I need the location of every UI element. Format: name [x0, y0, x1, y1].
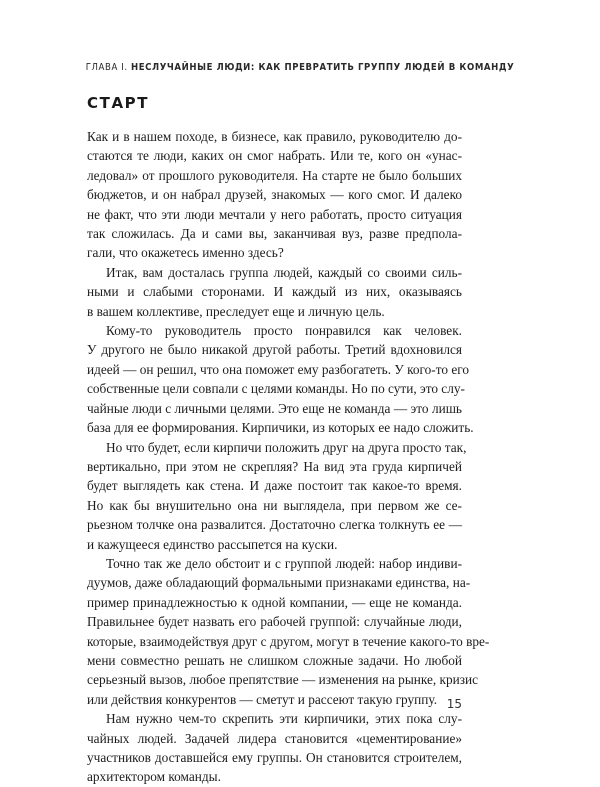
text-line: база для ее формирования. Кирпичики, из которых ее надо сложить.: [87, 420, 474, 436]
text-line: Точно так же дело обстоит и с группой людей: набор индиви-: [106, 555, 462, 571]
body-text: [87, 127, 490, 787]
text-line: вертикально, при этом не скрепляя? На вид эта груда кирпичей: [87, 458, 462, 474]
text-line: чайных людей. Задачей лидера становится «цементирование»: [87, 730, 462, 746]
running-head-title: НЕСЛУЧАЙНЫЕ ЛЮДИ: КАК ПРЕВРАТИТЬ ГРУППУ ЛЮДЕЙ В КОМАНДУ: [130, 62, 515, 73]
text-line: рьезном толчке она развалится. Достаточно слегка толкнуть ее —: [87, 517, 462, 533]
text-line: чайные люди с личными целями. Это еще не команда — это лишь: [87, 400, 462, 416]
paragraph: [87, 709, 462, 787]
paragraph: [87, 438, 467, 554]
running-head: [0, 62, 600, 73]
text-line: У другого не было никакой другой работы. Третий вдохновился: [87, 342, 462, 358]
text-line: гали, что окажетесь именно здесь?: [87, 245, 284, 261]
text-line: серьезный вызов, любое препятствие — изменения на рынке, кризис: [87, 672, 479, 688]
text-line: Кому-то руководитель просто понравился как человек.: [106, 323, 462, 339]
text-line: ледовал» от прошлого руководителя. На старте не было больших: [87, 167, 462, 183]
text-line: идеей — он решил, что она поможет ему разбогатеть. У кого-то его: [87, 361, 470, 377]
text-line: пример принадлежностью к одной компании, — еще не команда.: [87, 594, 462, 610]
text-line: ными и слабыми сторонами. И каждый из них, оказываясь: [87, 284, 462, 300]
text-line: дуумов, даже обладающий формальными признаками единства, на-: [87, 575, 471, 591]
text-line: стаются те люди, каких он смог набрать. Или те, кого он «унас-: [87, 148, 462, 164]
paragraph: [87, 321, 474, 437]
text-line: архитектором команды.: [87, 769, 221, 785]
text-line: участников доставшейся ему группы. Он становится строителем,: [87, 750, 462, 765]
running-head-chapter: ГЛАВА I.: [85, 62, 128, 73]
text-line: так сложилась. Да и сами вы, заканчивая вуз, разве предпола-: [87, 226, 462, 242]
text-line: Итак, вам досталась группа людей, каждый со своими силь-: [106, 264, 462, 280]
text-line: мени совместно решать не слишком сложные задачи. Но любой: [87, 652, 462, 668]
text-line: Правильнее будет назвать его рабочей группой: случайные люди,: [87, 614, 462, 630]
text-line: или действия конкурентов — сметут и рассеют такую группу.: [87, 691, 438, 707]
paragraph: [87, 263, 462, 321]
text-line: Но как бы внушительно она ни выглядела, при первом же се-: [87, 497, 462, 513]
paragraph: [87, 554, 490, 709]
paragraph: [87, 127, 462, 263]
text-line: и кажущееся единство рассыпется на куски.: [87, 536, 338, 552]
text-line: не факт, что эти люди мечтали у него работать, просто ситуация: [87, 206, 462, 222]
page-number: 15: [446, 697, 462, 711]
text-line: бюджетов, и он набрал друзей, знакомых — кого смог. И далеко: [87, 187, 462, 203]
text-line: Как и в нашем походе, в бизнесе, как правило, руководителю до-: [87, 129, 462, 144]
text-line: которые, взаимодействуя друг с другом, могут в течение какого-то вре-: [87, 633, 490, 649]
section-title: СТАРТ: [87, 94, 150, 112]
text-line: собственные цели совпали с целями команды. Но по сути, это слу-: [87, 381, 465, 397]
text-line: будет выглядеть как стена. И даже постоит так какое-то время.: [87, 478, 462, 494]
text-line: Но что будет, если кирпичи положить друг на друга просто так,: [106, 439, 467, 455]
text-line: в вашем коллективе, преследует еще и личную цель.: [87, 303, 385, 319]
text-line: Нам нужно чем-то скрепить эти кирпичики, этих пока слу-: [106, 711, 462, 727]
